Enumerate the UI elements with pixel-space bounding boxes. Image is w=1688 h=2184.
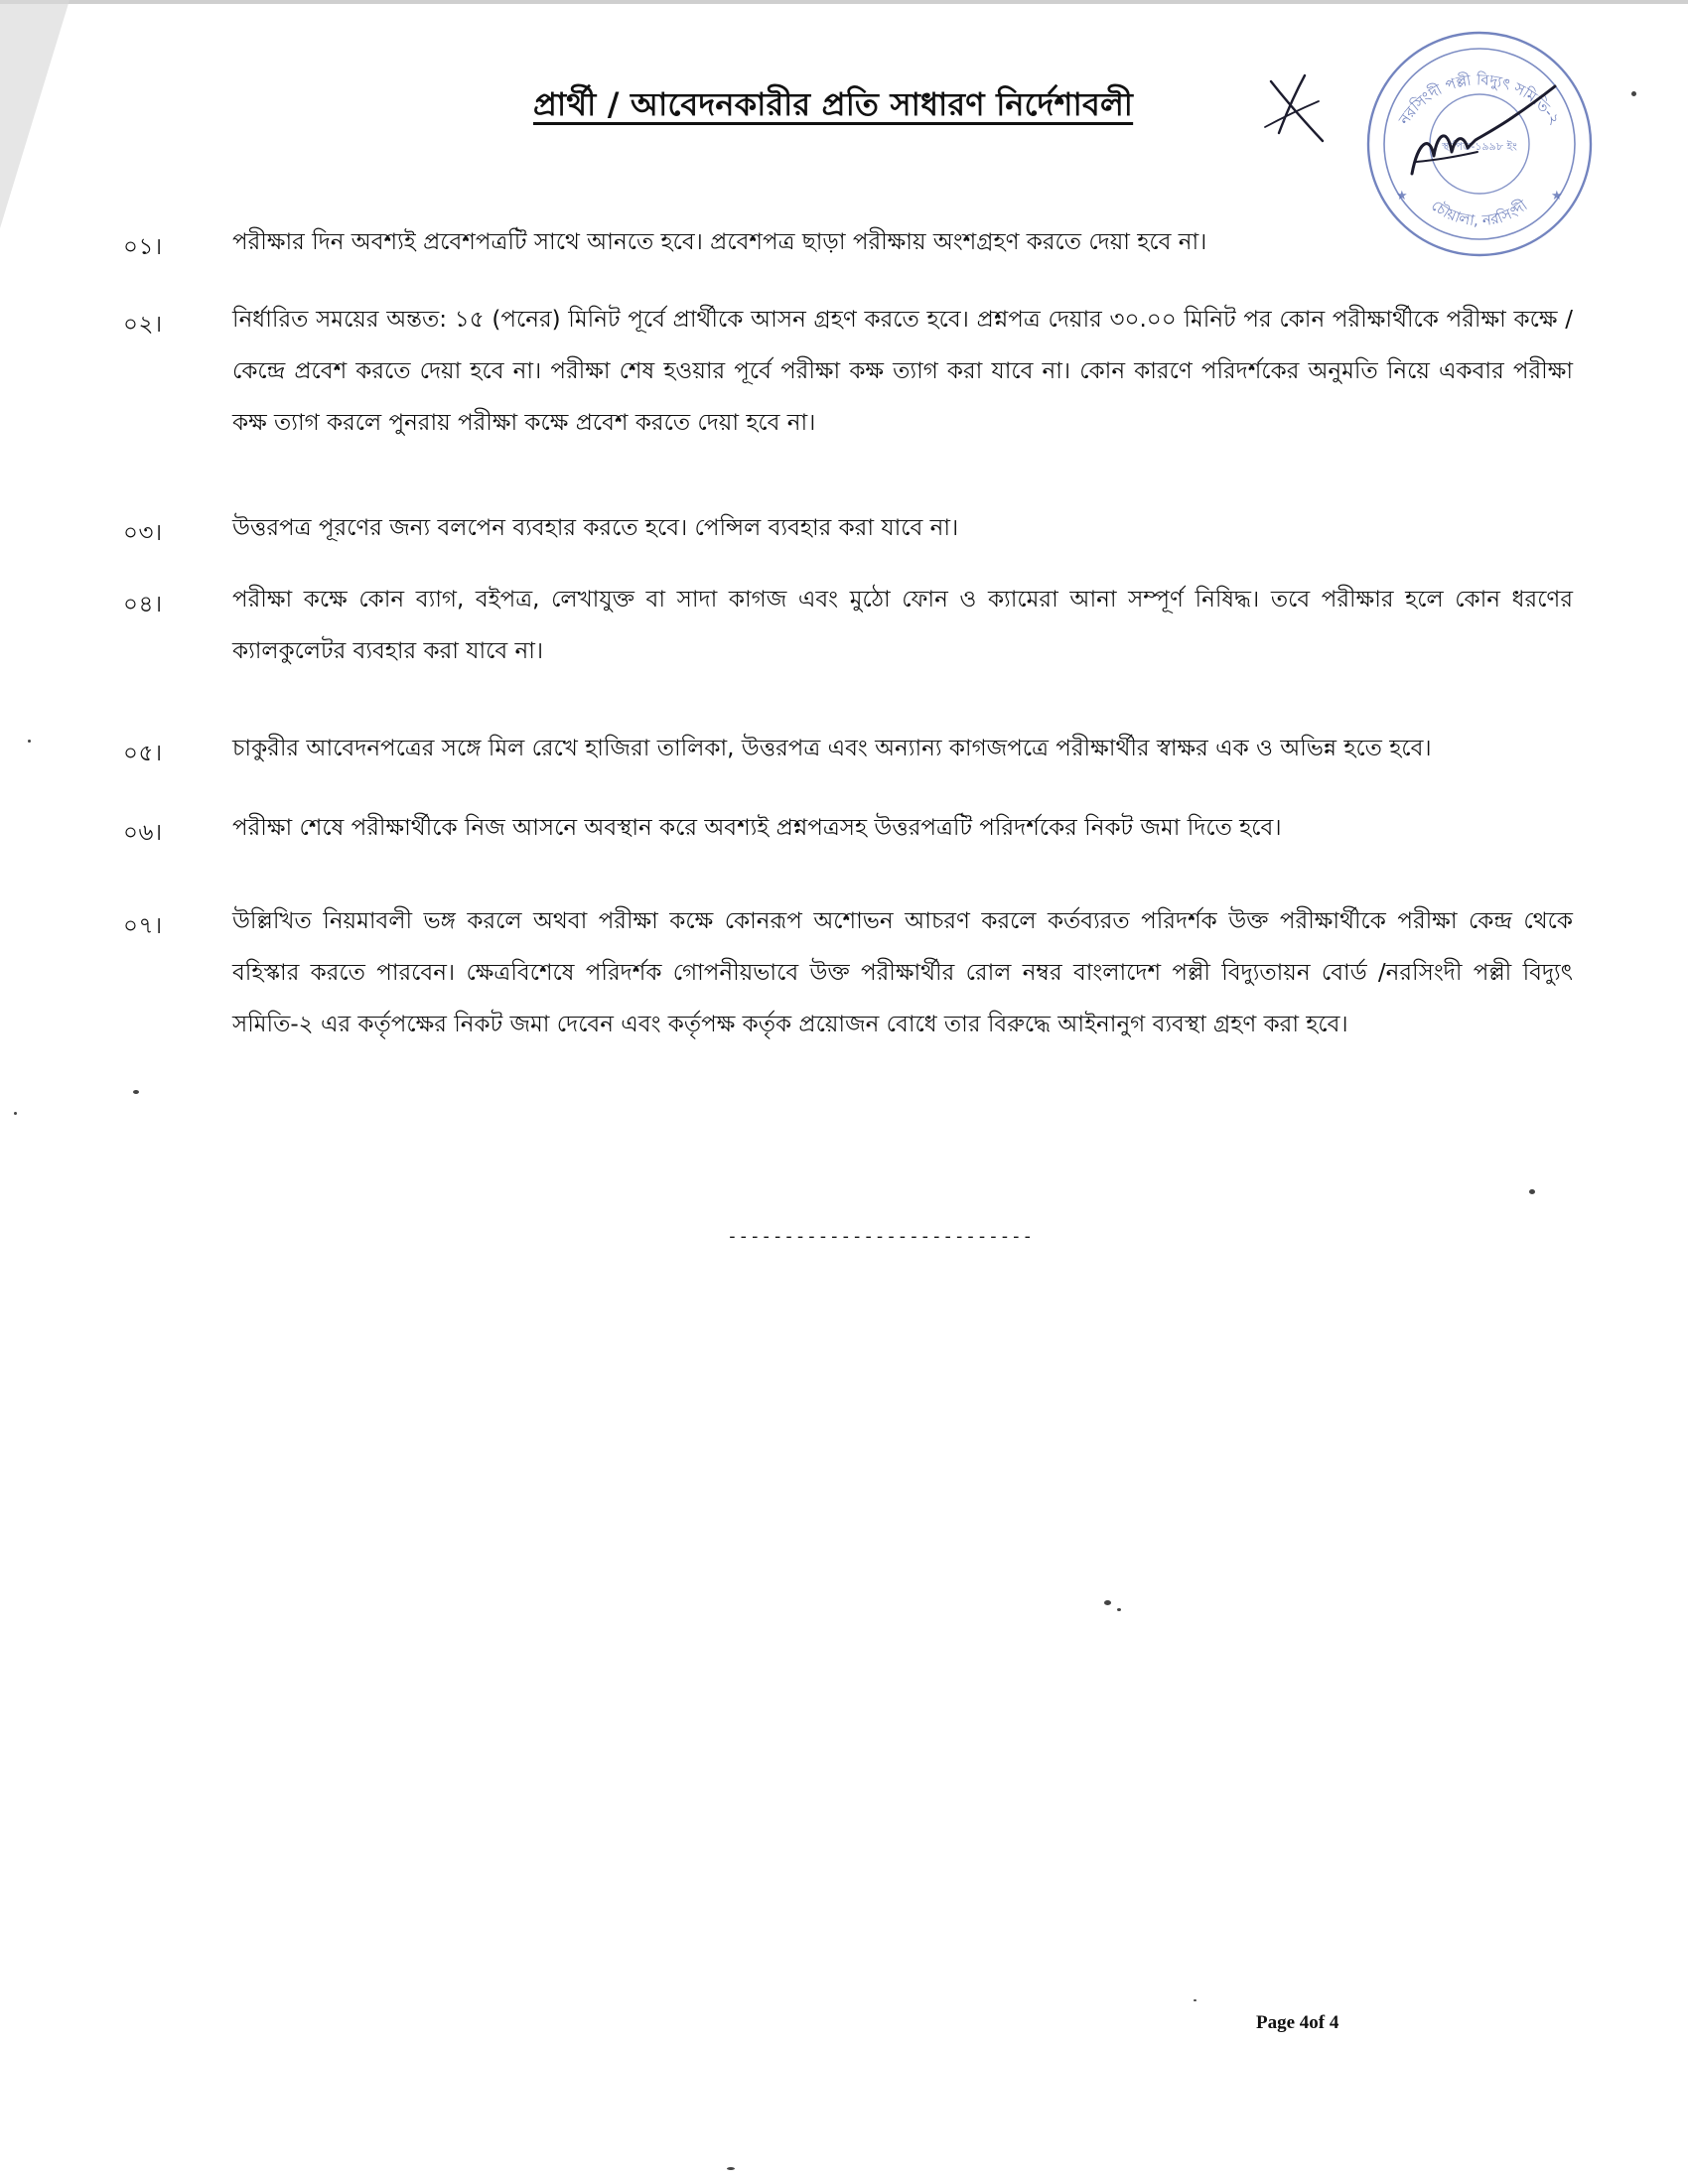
instruction-text: পরীক্ষার দিন অবশ্যই প্রবেশপত্রটি সাথে আনতে হবে। প্রবেশপত্র ছাড়া পরীক্ষায় অংশগ্রহণ করতে দেয়া হবে না। xyxy=(232,229,1207,255)
scan-speck xyxy=(1104,1600,1111,1605)
scan-top-edge xyxy=(0,0,1688,4)
instruction-number: ০৭। xyxy=(123,913,163,939)
instruction-text: পরীক্ষা কক্ষে কোন ব্যাগ, বইপত্র, লেখাযুক্ত বা সাদা কাগজ এবং মুঠো ফোন ও ক্যামেরা আনা সম্পূর্ণ নিষিদ্ধ। তবে পরীক্ষার হলে কোন ধরণের ক্যালকুলেটর ব্যবহার করা যাবে না। xyxy=(232,587,1573,664)
scan-speck xyxy=(1529,1189,1535,1194)
instruction-number: ০৪। xyxy=(123,592,163,617)
document-title: প্রার্থী / আবেদনকারীর প্রতি সাধারণ নির্দেশাবলী xyxy=(533,85,1134,123)
seal-bottom-text: চৌয়ালা, নরসিংদী xyxy=(1428,196,1531,230)
instruction-number: ০৫। xyxy=(123,741,163,766)
scan-speck xyxy=(1117,1608,1121,1611)
instruction-text: উল্লিখিত নিয়মাবলী ভঙ্গ করলে অথবা পরীক্ষা কক্ষে কোনরূপ অশোভন আচরণ করলে কর্তব্যরত পরিদর্শক উক্ত পরীক্ষার্থীকে পরীক্ষা কেন্দ্র থেকে বহিস্কার করতে পারবেন। ক্ষেত্রবিশেষে পরিদর্শক গোপনীয়ভাবে উক্ত পরীক্ষার্থীর রোল নম্বর বাংলাদেশ পল্লী বিদ্যুতায়ন বোর্ড /নরসিংদী পল্লী বিদ্যুৎ সমিতি-২ এর কর্তৃপক্ষের নিকট জমা দেবেন এবং কর্তৃপক্ষ কর্তৃক প্রয়োজন বোধে তার বিরুদ্ধে আইনানুগ ব্যবস্থা গ্রহণ করা হবে। xyxy=(232,908,1573,1037)
scan-speck xyxy=(14,1112,17,1115)
folded-corner xyxy=(0,0,70,228)
instruction-text: পরীক্ষা শেষে পরীক্ষার্থীকে নিজ আসনে অবস্থান করে অবশ্যই প্রশ্নপত্রসহ উত্তরপত্রটি পরিদর্শকের নিকট জমা দিতে হবে। xyxy=(232,815,1282,841)
scan-speck xyxy=(1194,1999,1196,2001)
scan-speck xyxy=(1631,91,1636,96)
seal-star-left-icon: ★ xyxy=(1396,189,1408,204)
instruction-number: ০৩। xyxy=(123,520,163,546)
instruction-number: ০৬। xyxy=(123,820,163,846)
instruction-text: নির্ধারিত সময়ের অন্তত: ১৫ (পনের) মিনিট পূর্বে প্রার্থীকে আসন গ্রহণ করতে হবে। প্রশ্নপত্র দেয়ার ৩০.০০ মিনিট পর কোন পরীক্ষার্থীকে পরীক্ষা কক্ষে / কেন্দ্রে প্রবেশ করতে দেয়া হবে না। পরীক্ষা শেষ হওয়ার পূর্বে পরীক্ষা কক্ষ ত্যাগ করা যাবে না। কোন কারণে পরিদর্শকের অনুমতি নিয়ে একবার পরীক্ষা কক্ষ ত্যাগ করলে পুনরায় পরীক্ষা কক্ষে প্রবেশ করতে দেয়া হবে না। xyxy=(232,307,1573,436)
scan-speck xyxy=(28,740,31,743)
seal-center-text: স্থাপিত-১৯৯৮ ইং xyxy=(1442,140,1517,153)
seal-star-right-icon: ★ xyxy=(1551,189,1563,204)
instruction-text: উত্তরপত্র পূরণের জন্য বলপেন ব্যবহার করতে হবে। পেন্সিল ব্যবহার করা যাবে না। xyxy=(232,515,959,541)
page-number: Page 4of 4 xyxy=(1256,2012,1339,2033)
instruction-number: ০১। xyxy=(123,234,163,260)
scan-speck xyxy=(133,1090,139,1094)
scan-speck xyxy=(727,2167,735,2170)
instruction-text: চাকুরীর আবেদনপত্রের সঙ্গে মিল রেখে হাজিরা তালিকা, উত্তরপত্র এবং অন্যান্য কাগজপত্রে পরীক্ষার্থীর স্বাক্ষর এক ও অভিন্ন হতে হবে। xyxy=(232,736,1432,761)
seal-top-text: নরসিংদী পল্লী বিদ্যুৎ সমিতি-২ xyxy=(1394,70,1565,128)
handwritten-x-mark xyxy=(1261,68,1331,147)
instruction-number: ০২। xyxy=(123,312,163,338)
end-separator-line: --------------------------- xyxy=(727,1226,1034,1247)
